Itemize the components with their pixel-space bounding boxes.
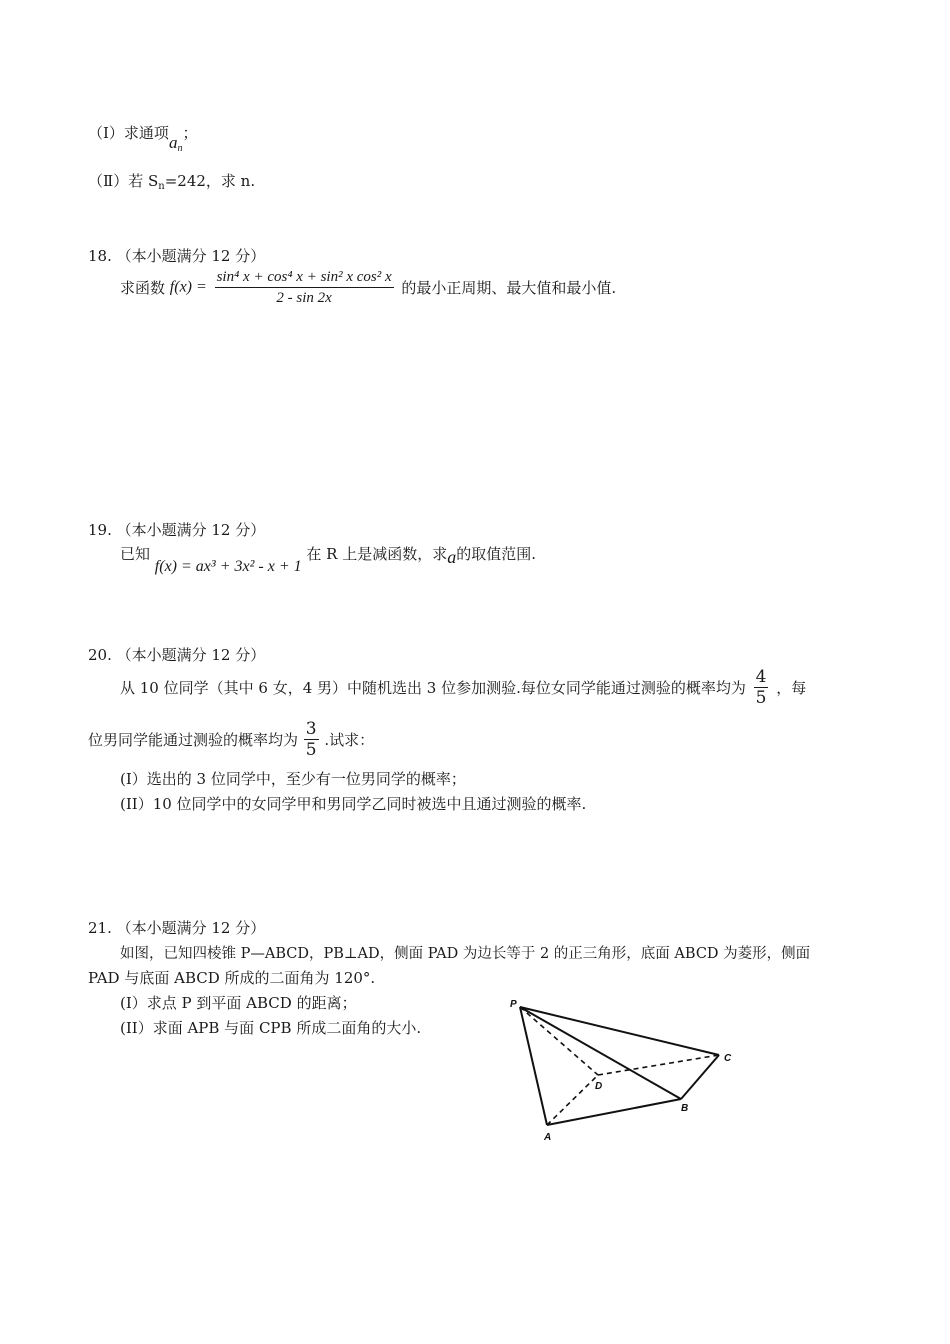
q20-frac2-den: 5	[305, 740, 317, 760]
label-C: C	[724, 1053, 732, 1064]
q20-header: 20. （本小题满分 12 分）	[88, 646, 266, 664]
q21-header: 21. （本小题满分 12 分）	[88, 919, 266, 937]
q20-line2-text: 位男同学能通过测验的概率均为	[88, 731, 299, 749]
q18-numerator: sin⁴ x + cos⁴ x + sin² x cos² x	[215, 268, 394, 288]
q18-fraction	[215, 268, 394, 307]
q20-frac2	[304, 720, 319, 759]
edge-PC	[520, 1007, 719, 1055]
q17-part1-suffix: ；	[182, 124, 198, 142]
q20-frac2-num: 3	[305, 719, 317, 739]
q21-part1: (I）求点 P 到平面 ABCD 的距离；	[120, 994, 357, 1012]
q20-line1-text: 从 10 位同学（其中 6 女，4 男）中随机选出 3 位参加测验.每位女同学能通过测验的概率均为	[120, 679, 746, 697]
edge-DC	[598, 1055, 719, 1075]
q20-line2-tail: .试求：	[324, 731, 375, 749]
q18-fx: f(x) =	[169, 278, 207, 296]
q20-frac1	[754, 668, 769, 707]
q20-part2: (II）10 位同学中的女同学甲和男同学乙同时被选中且通过测验的概率.	[120, 795, 587, 813]
q18-tail: 的最小正周期、最大值和最小值.	[401, 279, 617, 297]
q21-line1: 如图，已知四棱锥 P—ABCD，PB⊥AD，侧面 PAD 为边长等于 2 的正三角形，底面 ABCD 为菱形，侧面	[120, 946, 811, 962]
q18-denominator: 2 - sin 2x	[276, 290, 332, 306]
q17-part1-prefix: （Ⅰ）求通项	[88, 124, 169, 142]
q20-line1	[120, 668, 806, 707]
q17-part2-rest: =242，求 n.	[164, 172, 256, 190]
q18-body	[120, 268, 616, 307]
q17-an-var: a	[168, 133, 178, 152]
label-D: D	[595, 1081, 603, 1092]
q17-an-sub: n	[177, 143, 183, 154]
q19-var: a	[447, 547, 457, 567]
q19-middle: 在 R 上是减函数，求	[306, 545, 448, 563]
label-P: P	[510, 999, 517, 1010]
q20-frac1-num: 4	[755, 667, 767, 687]
edge-AB	[547, 1099, 681, 1125]
q19-formula: f(x) = ax³ + 3x² - x + 1	[154, 558, 302, 575]
q17-part2-sub: n	[158, 181, 165, 192]
q18-lead: 求函数	[120, 279, 166, 297]
q17-part2	[88, 170, 255, 192]
q20-part1: (I）选出的 3 位同学中，至少有一位男同学的概率；	[120, 770, 466, 788]
q17-part2-prefix: （Ⅱ）若 S	[88, 172, 159, 190]
q19-tail: 的取值范围.	[456, 545, 537, 563]
q19-lead: 已知	[120, 545, 151, 563]
edge-BC	[681, 1055, 719, 1099]
pyramid-figure	[500, 995, 750, 1150]
q19-body	[120, 543, 537, 575]
label-A: A	[544, 1132, 552, 1143]
q20-frac1-den: 5	[755, 688, 767, 708]
q19-header: 19. （本小题满分 12 分）	[88, 521, 266, 539]
q20-line1-tail: ，每	[776, 679, 807, 697]
q18-header: 18. （本小题满分 12 分）	[88, 247, 266, 265]
q21-line2: PAD 与底面 ABCD 所成的二面角为 120°.	[88, 969, 376, 987]
q17-part1	[88, 122, 198, 154]
q20-line2	[88, 720, 374, 759]
q21-part2: (II）求面 APB 与面 CPB 所成二面角的大小.	[120, 1019, 422, 1037]
edge-PA	[520, 1007, 547, 1125]
label-B: B	[681, 1103, 689, 1114]
